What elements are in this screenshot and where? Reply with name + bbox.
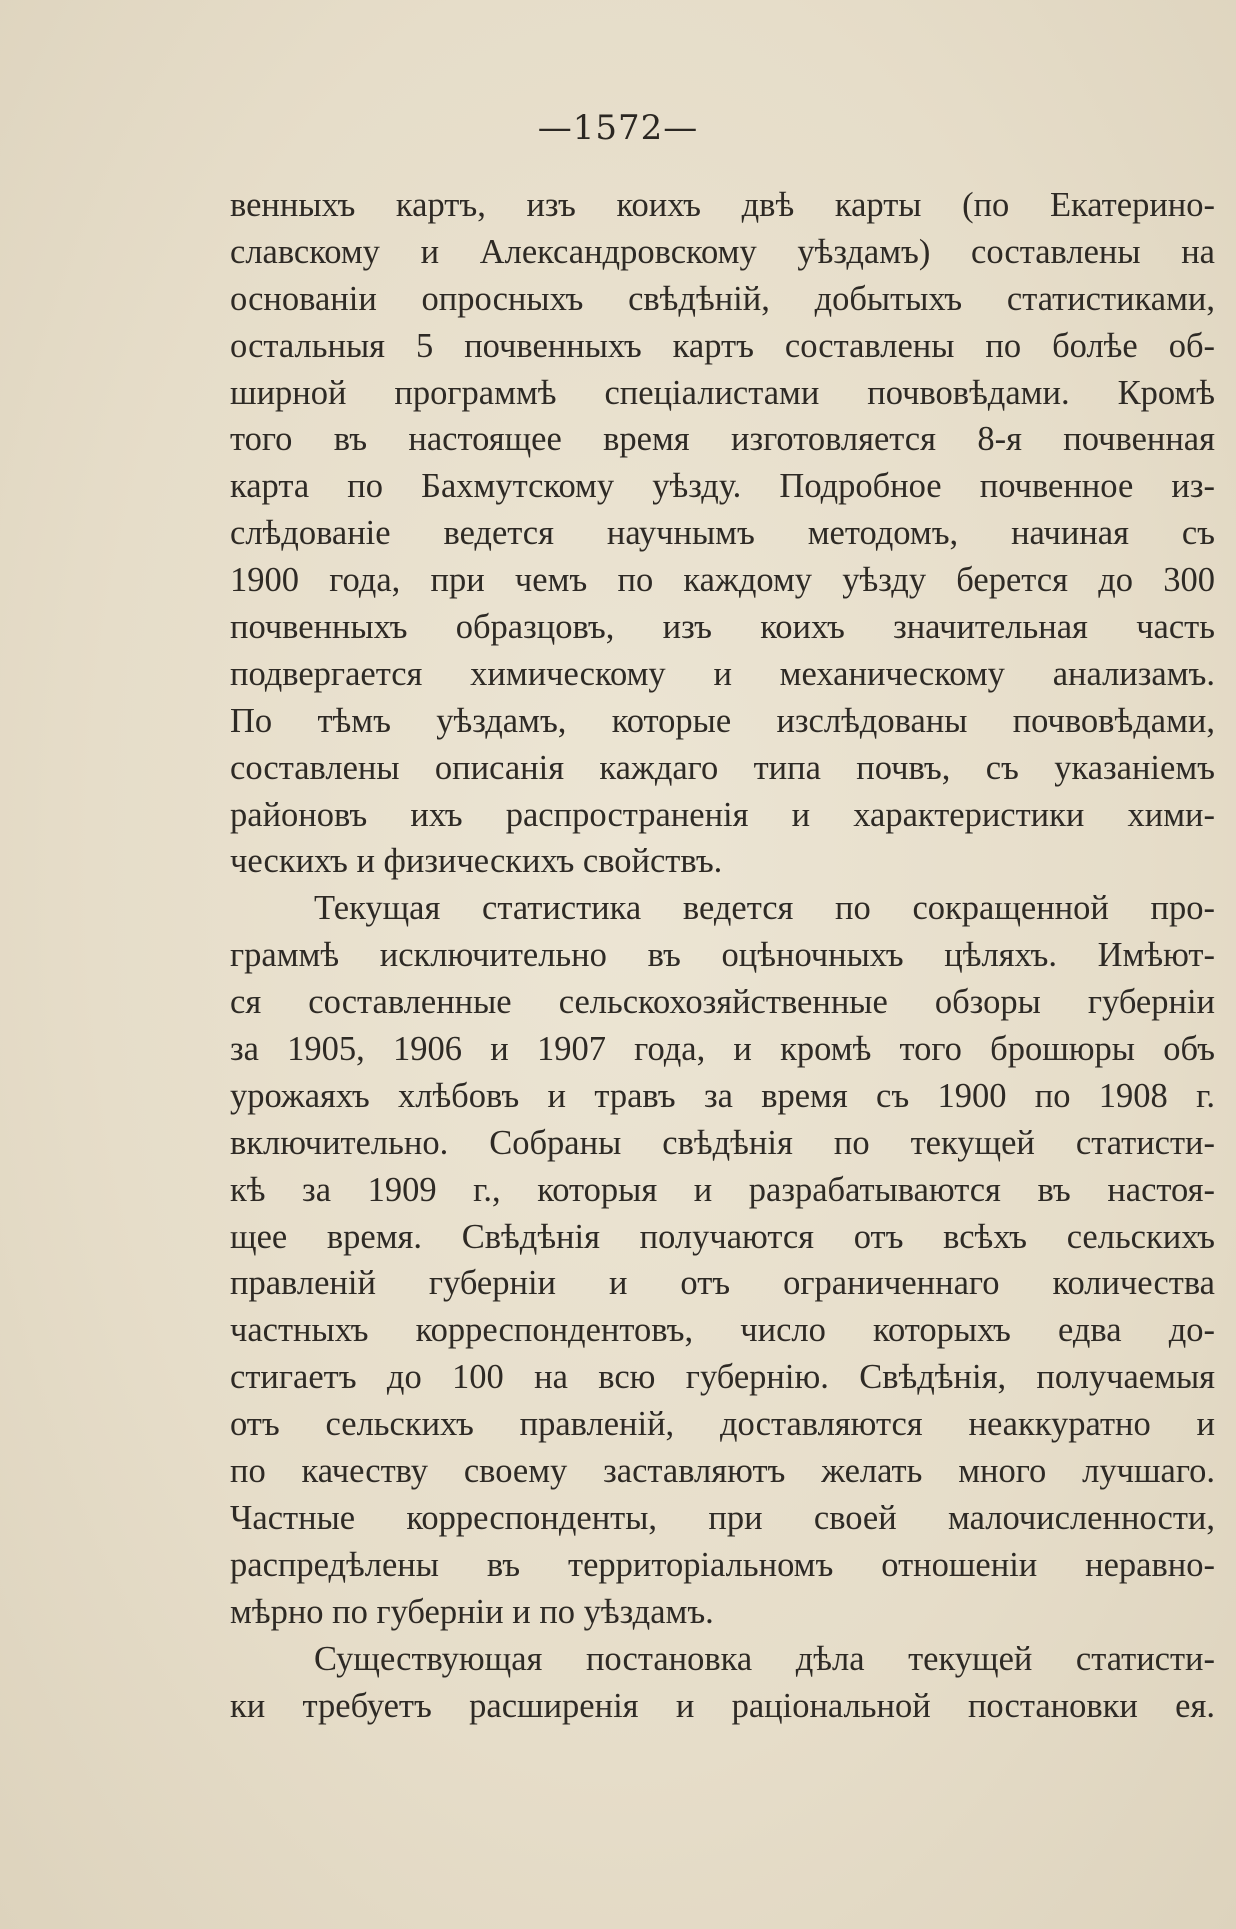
text-line: распредѣлены въ территорiальномъ отношенiи неравно-: [230, 1545, 1215, 1584]
text-line: Частные корреспонденты, при своей малочисленности,: [230, 1498, 1215, 1537]
text-line: ки требуетъ расширенiя и рацiональной постановки ея.: [230, 1686, 1215, 1725]
text-line: слѣдованiе ведется научнымъ методомъ, начиная съ: [230, 514, 1215, 553]
text-line: частныхъ корреспондентовъ, число которыхъ едва до-: [230, 1311, 1215, 1350]
text-line: мѣрно по губернiи и по уѣздамъ.: [230, 1592, 714, 1631]
text-line: Существующая постановка дѣла текущей статисти-: [314, 1639, 1215, 1678]
text-line: районовъ ихъ распространенiя и характеристики хими-: [230, 795, 1215, 834]
text-line: Текущая статистика ведется по сокращенной про-: [314, 889, 1215, 928]
text-line: ширной программѣ спецiалистами почвовѣдами. Кромѣ: [230, 373, 1215, 412]
text-line: включительно. Собраны свѣдѣнiя по текущей статисти-: [230, 1123, 1215, 1162]
text-line: остальныя 5 почвенныхъ картъ составлены по болѣе об-: [230, 326, 1215, 365]
text-line: за 1905, 1906 и 1907 года, и кромѣ того брошюры объ: [230, 1030, 1215, 1069]
text-line: граммѣ исключительно въ оцѣночныхъ цѣляхъ. Имѣют-: [230, 936, 1215, 975]
text-line: карта по Бахмутскому уѣзду. Подробное почвенное из-: [230, 467, 1215, 506]
text-line: основанiи опросныхъ свѣдѣнiй, добытыхъ статистиками,: [230, 279, 1215, 318]
paragraph-1: [230, 182, 1215, 885]
text-line: 1900 года, при чемъ по каждому уѣзду берется до 300: [230, 561, 1215, 600]
text-line: подвергается химическому и механическому анализамъ.: [230, 654, 1215, 693]
text-line: ческихъ и физическихъ свойствъ.: [230, 842, 723, 881]
text-line: ся составленные сельскохозяйственные обзоры губернiи: [230, 983, 1215, 1022]
text-line: кѣ за 1909 г., которыя и разрабатываются въ настоя-: [230, 1170, 1215, 1209]
page-number: —1572—: [537, 108, 699, 148]
text-line: правленiй губернiи и отъ ограниченнаго количества: [230, 1264, 1215, 1303]
paragraph-2: [230, 885, 1215, 1635]
paragraph-3: [230, 1636, 1215, 1730]
text-line: урожаяхъ хлѣбовъ и травъ за время съ 1900 по 1908 г.: [230, 1076, 1215, 1115]
text-line: венныхъ картъ, изъ коихъ двѣ карты (по Екатерино-: [230, 186, 1215, 224]
text-line: почвенныхъ образцовъ, изъ коихъ значительная часть: [230, 608, 1215, 647]
text-line: того въ настоящее время изготовляется 8-я почвенная: [230, 420, 1215, 459]
text-line: составлены описанiя каждаго типа почвъ, съ указанiемъ: [230, 748, 1215, 787]
text-line: щее время. Свѣдѣнiя получаются отъ всѣхъ сельскихъ: [230, 1217, 1215, 1256]
text-line: по качеству своему заставляютъ желать много лучшаго.: [230, 1452, 1215, 1491]
text-line: славскому и Александровскому уѣздамъ) составлены на: [230, 232, 1215, 271]
text-line: отъ сельскихъ правленiй, доставляются неаккуратно и: [230, 1405, 1215, 1444]
text-line: стигаетъ до 100 на всю губернiю. Свѣдѣнiя, получаемыя: [230, 1358, 1215, 1397]
body-text: [230, 182, 1215, 1729]
text-line: По тѣмъ уѣздамъ, которые изслѣдованы почвовѣдами,: [230, 701, 1215, 740]
